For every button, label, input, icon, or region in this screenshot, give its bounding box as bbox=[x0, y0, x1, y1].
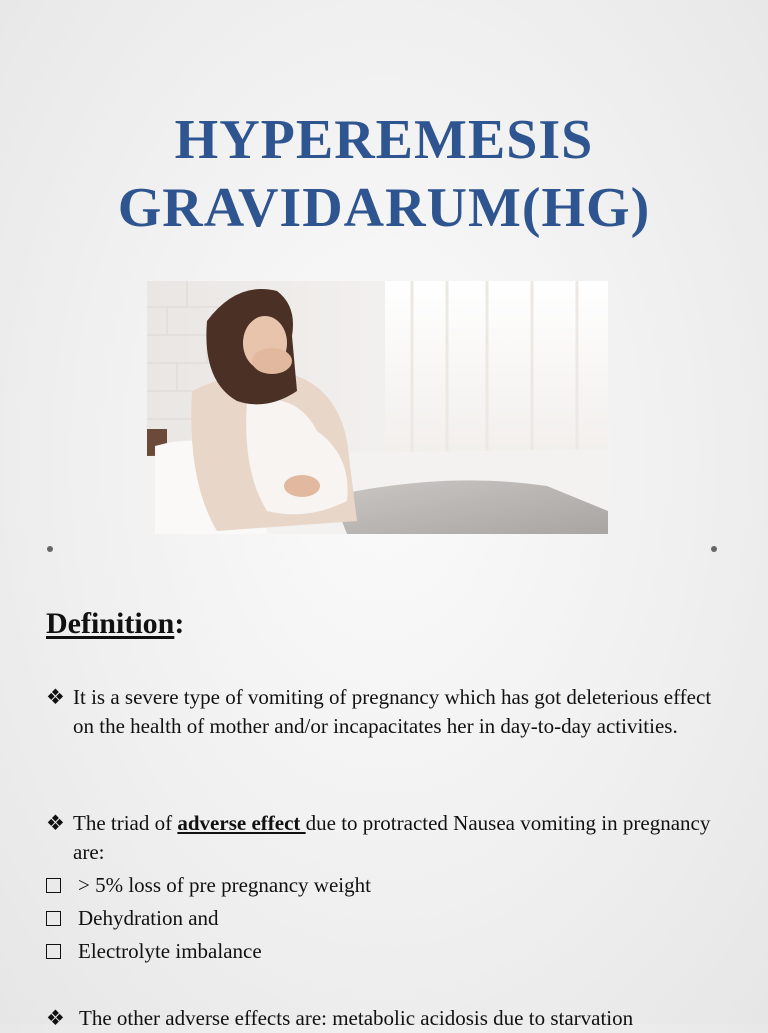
triad-item bbox=[46, 937, 262, 966]
square-bullet-icon bbox=[46, 944, 61, 959]
other-effects-paragraph bbox=[46, 1004, 746, 1033]
square-bullet-icon bbox=[46, 911, 61, 926]
other-effects-text: The other adverse effects are: metabolic acidosis due to starvation bbox=[79, 1006, 634, 1030]
diamond-bullet-icon: ❖ bbox=[46, 811, 65, 835]
definition-heading bbox=[46, 604, 184, 644]
pregnant-woman-photo bbox=[147, 281, 608, 534]
title-line-2: GRAVIDARUM(HG) bbox=[117, 177, 651, 239]
triad-item bbox=[46, 904, 219, 933]
diamond-bullet-icon: ❖ bbox=[46, 1006, 65, 1030]
definition-heading-colon: : bbox=[174, 607, 185, 640]
slide-title bbox=[0, 106, 768, 242]
definition-heading-text: Definition bbox=[46, 607, 175, 640]
definition-paragraph bbox=[46, 683, 726, 741]
triad-text-bold: adverse effect bbox=[177, 811, 306, 835]
triad-text-post: due to protracted Nausea vomiting in pregnancy are: bbox=[73, 811, 711, 864]
triad-text-pre: The triad of bbox=[73, 811, 178, 835]
title-line-1: HYPEREMESIS bbox=[174, 109, 594, 171]
triad-item-text: > 5% loss of pre pregnancy weight bbox=[78, 873, 371, 897]
square-bullet-icon bbox=[46, 878, 61, 893]
slide-dot-left bbox=[47, 546, 53, 552]
triad-item-text: Dehydration and bbox=[78, 906, 219, 930]
diamond-bullet-icon: ❖ bbox=[46, 685, 65, 709]
slide-dot-right bbox=[711, 546, 717, 552]
triad-item-text: Electrolyte imbalance bbox=[78, 939, 262, 963]
triad-item bbox=[46, 871, 371, 900]
triad-text bbox=[73, 809, 726, 867]
definition-text: It is a severe type of vomiting of pregnancy which has got deleterious effect on the health of mother and/or incapacitates her in day-to-day activities. bbox=[73, 685, 712, 738]
triad-paragraph bbox=[46, 809, 726, 867]
